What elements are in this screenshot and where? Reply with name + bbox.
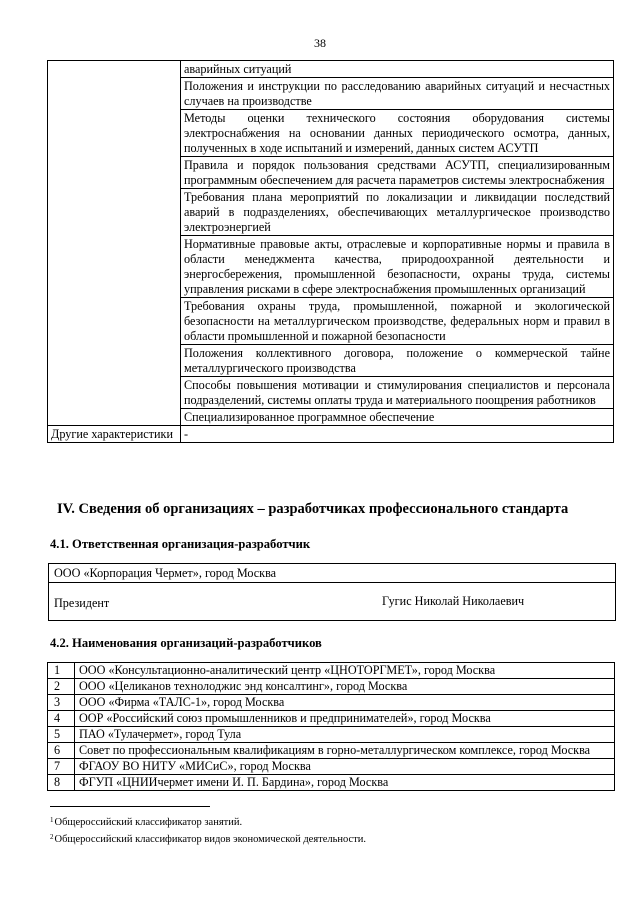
table-row [48,679,615,695]
row-number: 3 [48,695,75,711]
row-number: 5 [48,727,75,743]
responsible-position: Президент [54,596,110,610]
table-row [48,711,615,727]
responsible-org-box [48,563,616,621]
table-cell: Требования плана мероприятий по локализации и ликвидации последствий аварий в подразделениях, обеспечивающих металлургическое производство электроэнергией [181,189,614,236]
footnote-mark: 1 [50,816,54,824]
table-cell: аварийных ситуаций [181,61,614,78]
org-name: ООР «Российский союз промышленников и предпринимателей», город Москва [75,711,615,727]
table-cell: Специализированное программное обеспечение [181,409,614,426]
org-name: ФГУП «ЦНИИчермет имени И. П. Бардина», город Москва [75,775,615,791]
org-name: ООО «Целиканов технолоджис энд консалтинг», город Москва [75,679,615,695]
developers-table [47,662,615,791]
table-row [48,61,614,78]
section-title: IV. Сведения об организациях – разработчиках профессионального стандарта [57,501,569,517]
table-cell: Правила и порядок пользования средствами АСУТП, специализированным программным обеспечением для расчета параметров системы электроснабжения [181,157,614,189]
responsible-org-name: ООО «Корпорация Чермет», город Москва [54,566,277,580]
org-name: ООО «Консультационно-аналитический центр «ЦНОТОРГМЕТ», город Москва [75,663,615,679]
table-cell: Методы оценки технического состояния оборудования системы электроснабжения на основании данных периодического осмотра, данных, полученных в ходе испытаний и измерений, данных систем АСУТП [181,110,614,157]
table-cell: Нормативные правовые акты, отраслевые и корпоративные нормы и правила в области менеджмента качества, природоохранной деятельности и энергосбережения, промышленной безопасности, охраны труда, системы управления рисками в сфере электроснабжения промышленных организаций [181,236,614,298]
other-characteristics-label: Другие характеристики [48,426,181,443]
row-number: 6 [48,743,75,759]
org-name: ФГАОУ ВО НИТУ «МИСиС», город Москва [75,759,615,775]
row-number: 1 [48,663,75,679]
org-name: ПАО «Тулачермет», город Тула [75,727,615,743]
table-cell: Способы повышения мотивации и стимулирования специалистов и персонала подразделений, системы оплаты труда и материального поощрения работников [181,377,614,409]
table-label-cell [48,61,181,426]
footnote-text: Общероссийский классификатор занятий. [54,817,243,828]
knowledge-table [47,60,614,443]
org-name: ООО «Фирма «ТАЛС-1», город Москва [75,695,615,711]
footnote-divider [50,806,210,807]
org-name: Совет по профессиональным квалификациям в горно-металлургическом комплексе, город Москва [75,743,615,759]
row-number: 4 [48,711,75,727]
table-row [48,426,614,443]
footnotes [50,813,366,847]
footnote [50,830,366,847]
row-number: 8 [48,775,75,791]
table-row [48,663,615,679]
footnote-mark: 2 [50,833,54,841]
row-number: 2 [48,679,75,695]
table-cell: Требования охраны труда, промышленной, пожарной и экологической безопасности на металлургическом производстве, федеральных норм и правил в области промышленной и пожарной безопасности [181,298,614,345]
responsible-person: Гугис Николай Николаевич [382,594,525,608]
other-characteristics-value: - [181,426,614,443]
table-cell: Положения и инструкции по расследованию аварийных ситуаций и несчастных случаев на производстве [181,78,614,110]
divider [49,582,615,583]
table-row [48,775,615,791]
table-row [48,743,615,759]
footnote-text: Общероссийский классификатор видов экономической деятельности. [54,834,367,845]
table-row [48,727,615,743]
table-row [48,695,615,711]
footnote [50,813,366,830]
responsible-org-heading: 4.1. Ответственная организация-разработчик [50,537,311,551]
page-number: 38 [314,36,326,50]
table-cell: Положения коллективного договора, положение о коммерческой тайне металлургического производства [181,345,614,377]
row-number: 7 [48,759,75,775]
table-row [48,759,615,775]
developers-heading: 4.2. Наименования организаций-разработчиков [50,636,322,650]
